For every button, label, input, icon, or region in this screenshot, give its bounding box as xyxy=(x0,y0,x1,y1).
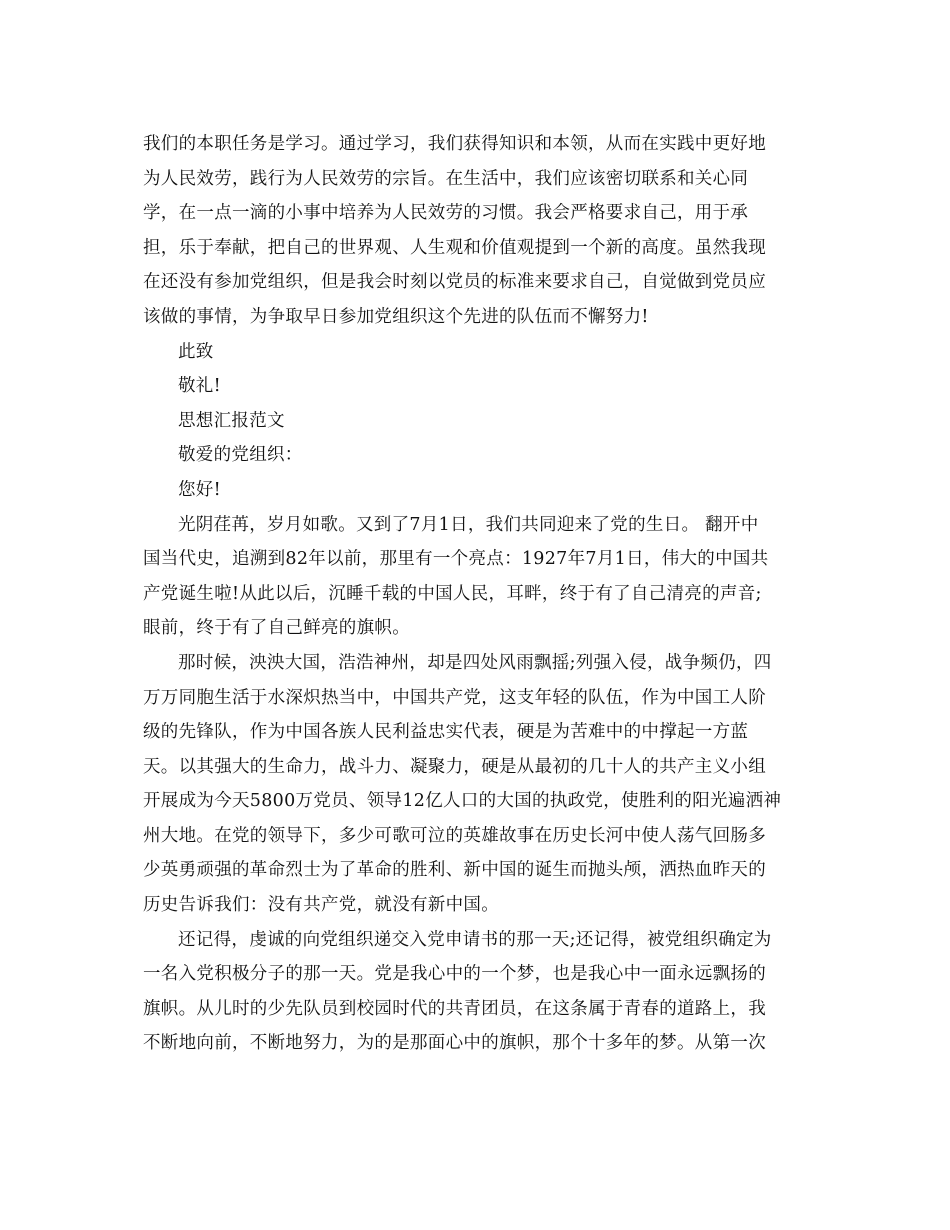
text-line: 眼前，终于有了自己鲜亮的旗帜。 xyxy=(143,618,410,639)
text-line: 产党诞生啦!从此以后，沉睡千载的中国人民，耳畔，终于有了自己清亮的声音; xyxy=(143,583,762,604)
text-line: 国当代史，追溯到82年以前，那里有一个亮点：1927年7月1日，伟大的中国共 xyxy=(143,549,769,570)
document-body xyxy=(143,127,813,1061)
text-line: 开展成为今天5800万党员、领导12亿人口的大国的执政党，使胜利的阳光遍洒神 xyxy=(143,791,782,812)
text-line: 我们的本职任务是学习。通过学习，我们获得知识和本领，从而在实践中更好地 xyxy=(143,134,766,154)
text-line: 担，乐于奉献，把自己的世界观、人生观和价值观提到一个新的高度。虽然我现 xyxy=(143,237,766,258)
text-line: 还记得，虔诚的向党组织递交入党申请书的那一天;还记得，被党组织确定为 xyxy=(178,929,772,950)
text-line: 一名入党积极分子的那一天。党是我心中的一个梦，也是我心中一面永远飘扬的 xyxy=(143,964,766,985)
text-line: 历史告诉我们：没有共产党，就没有新中国。 xyxy=(143,895,499,916)
greeting-line: 您好! xyxy=(178,479,221,500)
text-line: 那时候，泱泱大国，浩浩神州，却是四处风雨飘摇;列强入侵，战争频仍，四 xyxy=(178,652,772,673)
text-line: 旗帜。从儿时的少先队员到校园时代的共青团员，在这条属于青春的道路上，我 xyxy=(143,998,766,1019)
text-line: 在还没有参加党组织，但是我会时刻以党员的标准来要求自己，自觉做到党员应 xyxy=(143,272,766,293)
text-line: 为人民效劳，践行为人民效劳的宗旨。在生活中，我们应该密切联系和关心同 xyxy=(143,168,749,189)
text-line: 州大地。在党的领导下，多少可歌可泣的英雄故事在历史长河中使人荡气回肠多 xyxy=(143,825,766,846)
closing-line: 此致 xyxy=(178,341,214,362)
text-line: 该做的事情，为争取早日参加党组织这个先进的队伍而不懈努力! xyxy=(143,306,649,327)
text-line: 学，在一点一滴的小事中培养为人民效劳的习惯。我会严格要求自己，用于承 xyxy=(143,203,749,224)
salutation-line: 敬礼! xyxy=(178,376,221,397)
text-line: 不断地向前，不断地努力，为的是那面心中的旗帜，那个十多年的梦。从第一次 xyxy=(143,1033,766,1054)
section-title: 思想汇报范文 xyxy=(178,410,285,431)
text-line: 天。以其强大的生命力，战斗力、凝聚力，硬是从最初的几十人的共产主义小组 xyxy=(143,756,766,777)
greeting-line: 敬爱的党组织： xyxy=(178,445,303,466)
text-line: 级的先锋队，作为中国各族人民利益忠实代表，硬是为苦难中的中撑起一方蓝 xyxy=(143,722,749,743)
text-line: 万万同胞生活于水深炽热当中，中国共产党，这支年轻的队伍，作为中国工人阶 xyxy=(143,687,766,708)
text-line: 光阴荏苒，岁月如歌。又到了7月1日，我们共同迎来了党的生日。 翻开中 xyxy=(178,514,759,535)
text-line: 少英勇顽强的革命烈士为了革命的胜利、新中国的诞生而抛头颅，洒热血昨天的 xyxy=(143,860,766,881)
